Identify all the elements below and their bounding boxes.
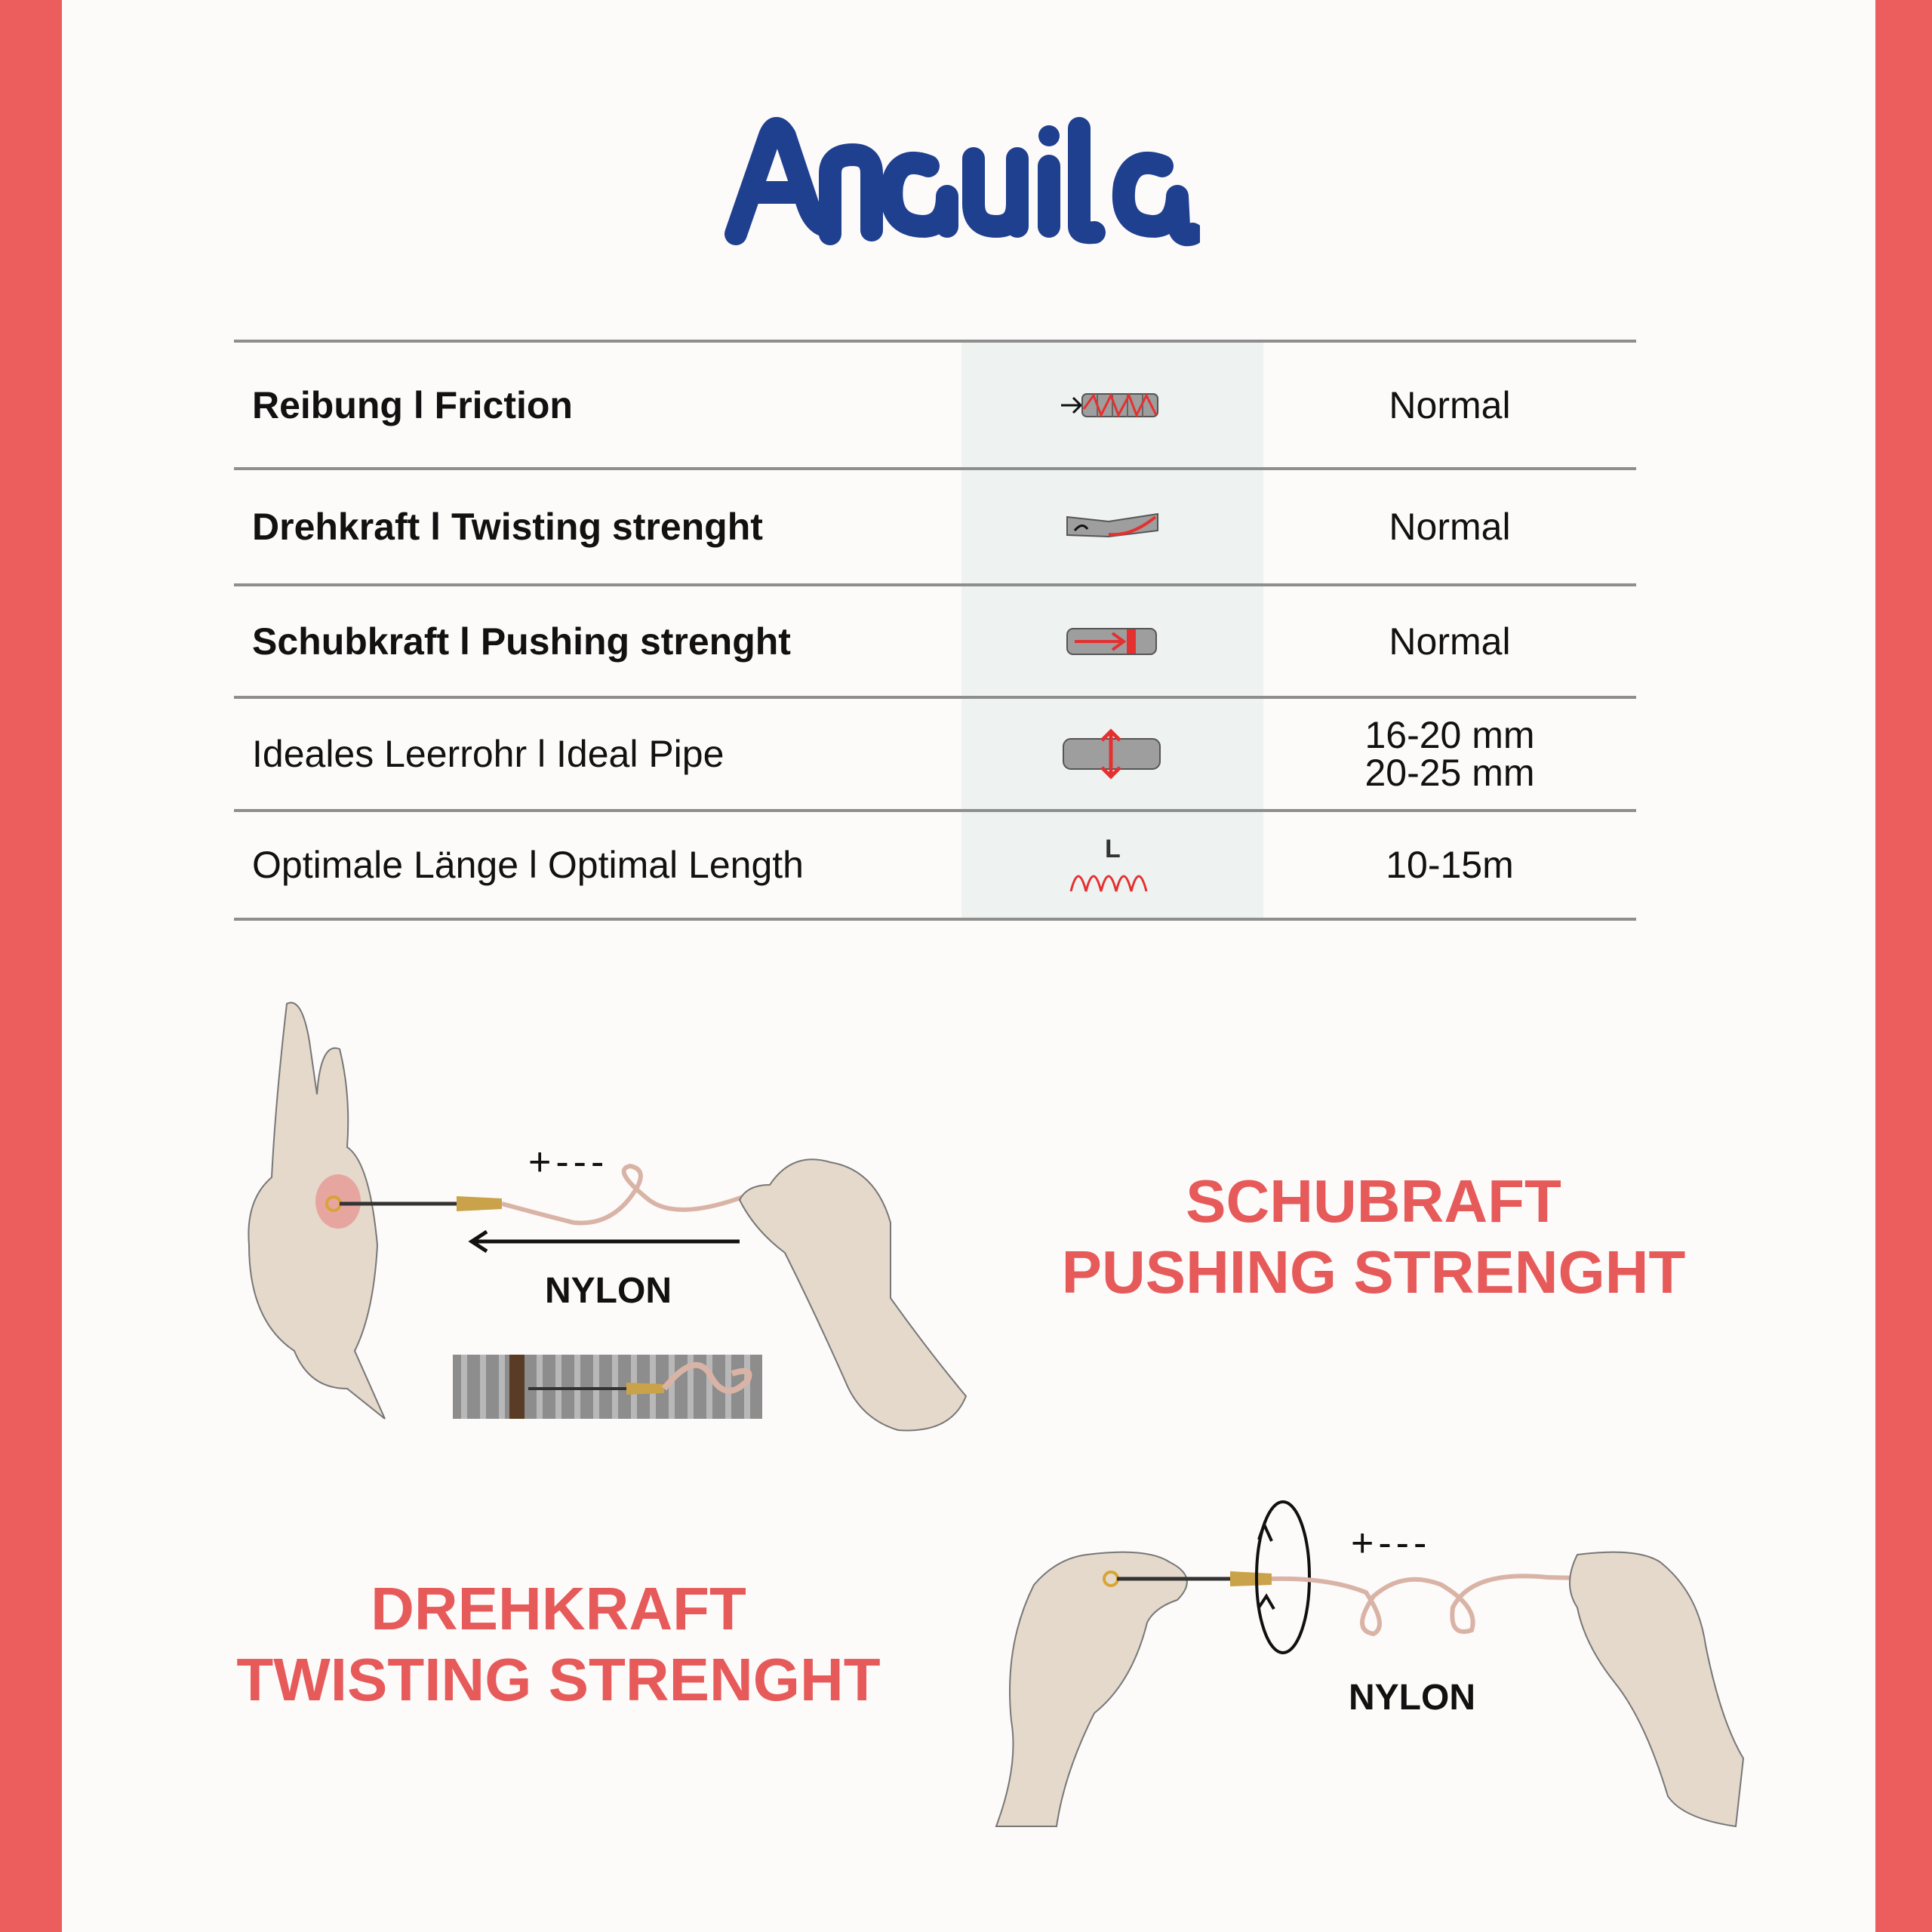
length-letter: L <box>1105 835 1121 863</box>
row-value-pipe-line2: 20-25 mm <box>1364 752 1535 794</box>
row-value-pushing: Normal <box>1389 620 1511 663</box>
pipe-cutaway <box>453 1355 762 1419</box>
push-marker: +--- <box>528 1140 609 1184</box>
push-title-line2: PUSHING STRENGHT <box>1061 1238 1686 1306</box>
row-value-pipe-line1: 16-20 mm <box>1364 714 1535 756</box>
row-label-pushing: Schubkraft l Pushing strenght <box>252 620 791 663</box>
row-label-length: Optimale Länge l Optimal Length <box>252 844 804 886</box>
table-row-length <box>234 809 1636 921</box>
friction-icon <box>961 386 1263 424</box>
push-nylon-label: NYLON <box>545 1271 672 1311</box>
row-label-friction: Reibung l Friction <box>252 383 573 426</box>
row-value-pipe <box>1263 716 1636 792</box>
pipe-diameter-icon <box>961 728 1263 780</box>
row-value-friction: Normal <box>1389 383 1511 426</box>
twist-title <box>219 1574 898 1715</box>
push-title <box>1041 1166 1706 1308</box>
row-label-pipe: Ideales Leerrohr l Ideal Pipe <box>252 733 724 775</box>
row-value-length: 10-15m <box>1386 844 1514 886</box>
twisting-icon <box>961 508 1263 546</box>
anguila-logo <box>717 113 1200 249</box>
spec-table <box>234 340 1636 921</box>
push-title-line1: SCHUBRAFT <box>1186 1168 1561 1235</box>
twist-marker: +--- <box>1351 1521 1432 1565</box>
twist-nylon-label: NYLON <box>1349 1678 1475 1718</box>
left-border <box>0 0 62 1932</box>
pushing-icon <box>961 623 1263 660</box>
right-border <box>1875 0 1932 1932</box>
table-row-pushing <box>234 583 1636 696</box>
row-label-twisting: Drehkraft l Twisting strenght <box>252 506 763 548</box>
table-row-twisting <box>234 467 1636 583</box>
length-wave-icon <box>961 831 1263 899</box>
table-row-friction <box>234 340 1636 467</box>
twist-title-line2: TWISTING STRENGHT <box>236 1646 881 1713</box>
twist-title-line1: DREHKRAFT <box>371 1575 746 1642</box>
row-value-twisting: Normal <box>1389 506 1511 548</box>
pushing-illustration <box>226 996 974 1441</box>
table-row-pipe <box>234 696 1636 809</box>
